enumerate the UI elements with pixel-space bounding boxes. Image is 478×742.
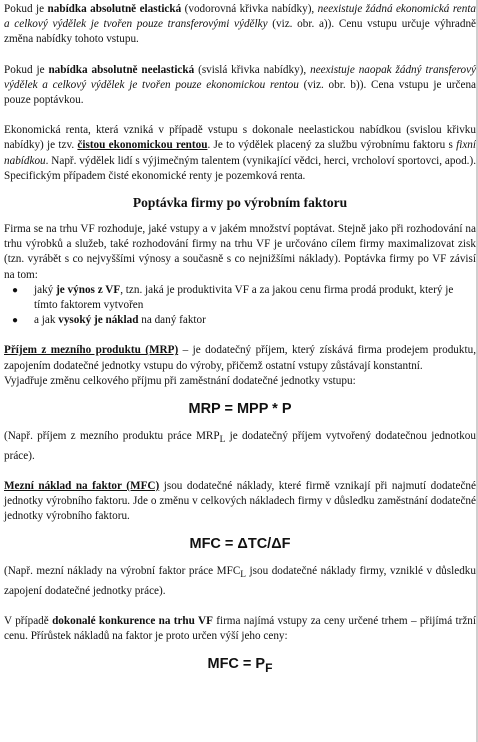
paragraph-mfc: Mezní náklad na faktor (MFC) jsou dodatečné náklady, které firmě vznikají při najmutí dodatečné jednotky výrobního faktoru. Jde o změnu v celkových nákladech firmy v důsledku zaměstnání dodatečné jednotky výrobního faktoru. [4,479,476,523]
list-item: ● jaký je výnos z VF, tzn. jaká je produktivita VF a za jakou cenu firma prodá produkt, který je tímto faktorem vytvořen [12,283,454,312]
section-heading: Poptávka firmy po výrobním faktoru [132,195,348,211]
term-pure-rent: čistou ekonomickou rentou [77,139,208,152]
term-mfc: Mezní náklad na faktor (MFC) [4,479,160,492]
bullet-icon: ● [12,315,19,327]
paragraph-economic-rent: Ekonomická renta, která vzniká v případě vstupu s dokonale neelastickou nabídkou (svislou křivku nabídky) je tzv. čistou ekonomickou rentou. Je to výdělek placený za službu výrobnímu faktoru s fixní nabídkou. Např. výdělek lidí s výjimečným talentem (vynikající vědci, herci, vrcholoví sportovci, apod.). Specifickým případem čisté ekonomické renty je pozemková renta. [4,124,476,182]
factor-demand-list [4,283,476,329]
term-elastic: nabídka absolutně elastická [47,3,182,15]
paragraph-factor-demand: Firma se na trhu VF rozhoduje, jaké vstupy a v jakém množství poptávat. Stejně jako při rozhodování na trhu výrobků a služeb, také rozhodování firmy na trhu VF je určováno cílem firmy maximalizovat zisk (tzn. vyrábět s co nejvyššími výnosy a současně s co nejnižšími náklady). Poptávka firmy po VF závisí na tom: [4,223,476,281]
list-item: ● a jak vysoký je náklad na daný faktor [34,313,476,328]
term-inelastic: nabídka absolutně neelastická [48,63,195,76]
formula-mfc-price: MFC = $P_F$ [207,656,273,676]
formula-mrp: MRP = MPP * P [188,401,292,418]
paragraph-mfc-example: (Např. mezní náklady na výrobní faktor práce $MFC_L$ jsou dodatečné náklady firmy, vzniklé v důsledku zapojení dodatečné jednotky práce). [4,565,476,597]
paragraph-perfect-competition: V případě dokonalé konkurence na trhu VF firma najímá vstupy za ceny určené trhem – přijímá tržní cenu. Přírůstek nákladů na faktor je proto určen výší jeho ceny: [4,614,477,643]
term-perfect-competition: dokonalé konkurence na trhu VF [52,614,213,627]
paragraph-mrp: Příjem z mezního produktu (MRP) – je dodatečný příjem, který získává firma prodejem produktu, zapojením dodatečné jednotky vstupu do výroby, přičemž ostatní vstupy zůstávají konstantní. [4,344,476,372]
paragraph-mrp-example: (Např. příjem z mezního produktu práce $MRP_L$ je dodatečný příjem vytvořený dodatečnou jednotkou práce). [4,430,476,462]
paragraph-elastic-supply: Pokud je nabídka absolutně elastická (vodorovná křivka nabídky), neexistuje žádná ekonomická renta a celkový výdělek je tvořen pouze transferovými výdělky (viz. obr. a)). Cenu vstupu určuje výhradně změna nabídky tohoto vstupu. [4,3,477,46]
bullet-icon: ● [12,284,19,296]
formula-mfc: MFC = ΔTC/ΔF [189,536,291,553]
paragraph-inelastic-supply: Pokud je nabídka absolutně neelastická (svislá křivka nabídky), neexistuje naopak žádný transferový výdělek a celkový výdělek je tvořen pouze ekonomickou rentou (viz. obr. b)). Cena vstupu je určena pouze poptávkou. [4,63,477,107]
paragraph-mrp-expression: Vyjadřuje změnu celkového příjmu při zaměstnání dodatečné jednotky vstupu: [4,374,356,387]
term-mrp: Příjem z mezního produktu (MRP) [4,344,179,357]
